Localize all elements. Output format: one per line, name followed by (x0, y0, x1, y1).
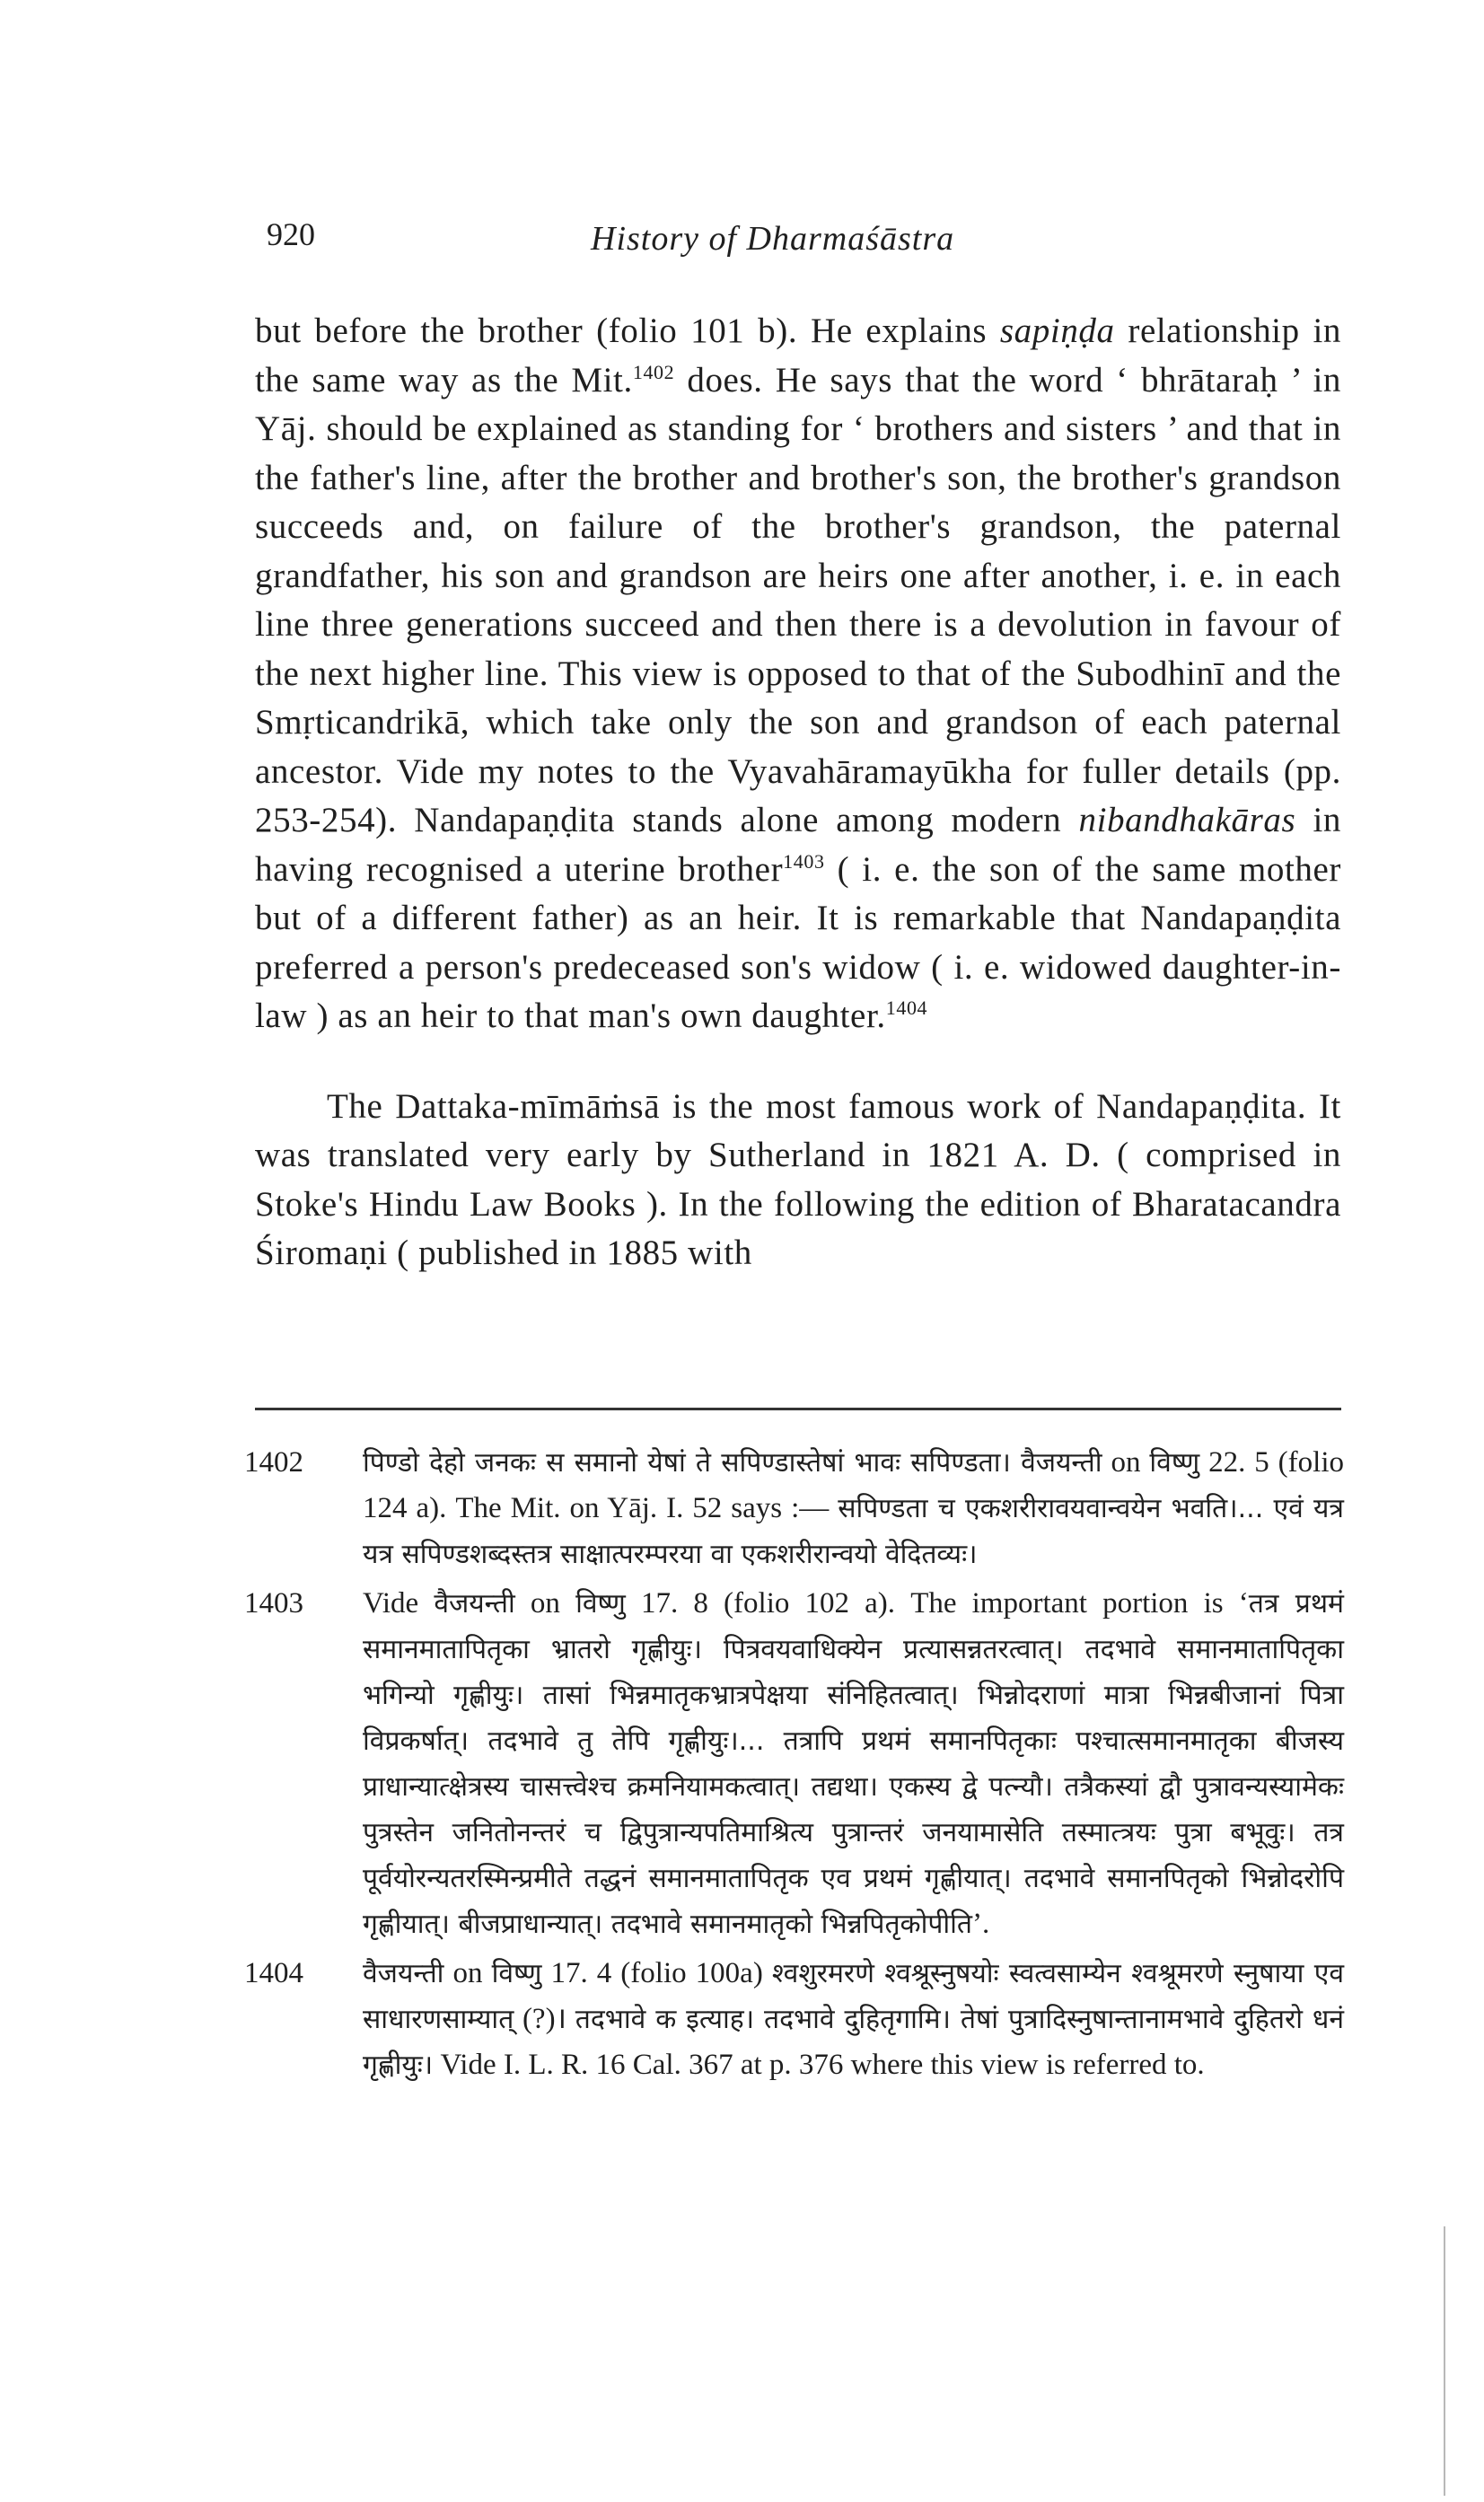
text-run: ( i. e. the son of the same mother but of a different father) as an heir. It is remarkable that Nandapaṇḍita preferred a person's predeceased son's widow ( i. e. widowed daughter-in-law ) as an heir to that man's own daughter. (255, 849, 1341, 1035)
text-run: relationship in the same way as the Mit. (255, 312, 1341, 399)
devanagari-text: तदभावे क इत्याह। तदभावे दुहितृगामि। तेषां पुत्रादिस्नुषान्तानामभावे दुहितरो धनं गृह्णीयुः। (363, 2004, 1344, 2081)
text-run: on (1102, 1446, 1150, 1479)
body-text (255, 307, 1341, 1278)
footnote-rule (255, 1408, 1341, 1410)
devanagari-text: श्वशुरमरणे श्वश्रूस्नुषयोः स्वत्वसाम्येन श्वश्रूमरणे स्नुषाया एव साधारणसाम्यात् (363, 1958, 1345, 2035)
devanagari-text: विष्णु (1149, 1447, 1200, 1479)
devanagari-text: विष्णु (575, 1588, 626, 1620)
text-run: Vide I. L. R. 16 Cal. 367 at p. 376 where this view is referred to. (433, 2049, 1205, 2081)
devanagari-text: वैजयन्ती (363, 1958, 444, 1989)
footnote-number: 1404 (244, 1957, 303, 1989)
text-run: on (443, 1957, 492, 1989)
text-run: 22. 5 (folio 124 a). The Mit. on Yāj. I. 52 says :— (363, 1446, 1344, 1524)
devanagari-text: तत्र प्रथमं समानमातापितृका भ्रातरो गृह्णीयुः। पित्रवयवाधिक्येन प्रत्यासन्नतरत्वात्। तदभावे समानमातापितृका भगिन्यो गृह्णीयुः। तासां भिन्नमातृकभ्रात्रपेक्षया संनिहितत्वात्। भिन्नोदराणां मात्रा भिन्नबीजानां पित्रा विप्रकर्षात्। तदभावे तु तेपि गृह्णीयुः।... तत्रापि प्रथमं समानपितृकाः पश्चात्समानमातृका बीजस्य प्राधान्यात्क्षेत्रस्य चासत्त्वेश्च क्रमनियामकत्वात्। तद्यथा। एकस्य द्वे पत्न्यौ। तत्रैकस्यां द्वौ पुत्रावन्यस्यामेकः पुत्रस्तेन जनितोनन्तरं च द्विपुत्रान्यपतिमाश्रित्य पुत्रान्तरं जनयामासेति तस्मात्त्रयः पुत्रा बभूवुः। तत्र पूर्वयोरन्यतरस्मिन्प्रमीते तद्धनं समानमातापितृक एव प्रथमं गृह्णीयात्। तदभावे समानपितृको भिन्नोदरोपि गृह्णीयात्। बीजप्राधान्यात्। तदभावे समानमातृको भिन्नपितृकोपीति (363, 1588, 1344, 1940)
footnote (244, 1581, 1344, 1947)
text-run: Vide (363, 1587, 435, 1620)
footnote (244, 1951, 1344, 2088)
footnote-ref: 1403 (783, 849, 825, 873)
footnote-text (363, 1951, 1344, 2088)
devanagari-text: वैजयन्ती (434, 1588, 515, 1620)
text-run: in having recognised a uterine brother (255, 801, 1342, 889)
text-run: nibandhakāras (1078, 801, 1296, 839)
paragraph-1 (255, 307, 1341, 1041)
footnote-number: 1403 (244, 1587, 303, 1620)
devanagari-text: सपिण्डता च एकशरीरावयवान्वयेन भवति।... एवं यत्र यत्र सपिण्डशब्दस्तत्र साक्षात्परम्परया वा एकशरीरान्वयो वेदितव्यः। (363, 1493, 1344, 1570)
margin-mark (1444, 2226, 1445, 2496)
footnote-ref: 1404 (885, 996, 928, 1019)
footnote (244, 1440, 1344, 1577)
devanagari-text: पिण्डो देहो जनकः स समानो येषां ते सपिण्डास्तेषां भावः सपिण्डता। वैजयन्ती (363, 1447, 1102, 1479)
text-run: does. He says that the word ‘ bhrātaraḥ ’ in Yāj. should be explained as standing for ‘ brothers and sisters ’ and that in the father's line, after the brother and brother's son, the brother's grandson succeeds and, on failure of the brother's grandson, the paternal grandfather, his son and grandson are heirs one after another, i. e. in each line three generations succeed and then there is a devolution in favour of the next higher line. This view is opposed to that of the Subodhinī and the Smṛticandrikā, which take only the son and grandson of each paternal ancestor. Vide my notes to the Vyavahāramayūkha for fuller details (pp. 253-254). Nandapaṇḍita stands alone among modern (255, 360, 1342, 839)
text-run: but before the brother (folio 101 b). He explains (255, 312, 1000, 350)
running-title: History of Dharmaśāstra (591, 220, 955, 258)
text-run: 17. 8 (folio 102 a). The important portion is ‘ (625, 1587, 1249, 1620)
footnote-ref: 1402 (632, 360, 675, 383)
text-run: (?)। (514, 2003, 575, 2035)
paragraph-2: The Dattaka-mīmāṁsā is the most famous work of Nandapaṇḍita. It was translated very early by Sutherland in 1821 A. D. ( comprised in Stoke's Hindu Law Books ). In the following the edition of Bharatacandra Śiromaṇi ( published in 1885 with (255, 1086, 1341, 1272)
text-run: on (514, 1587, 576, 1620)
devanagari-text: विष्णु (491, 1958, 542, 1989)
text-run: ’. (972, 1908, 990, 1940)
footnotes (244, 1440, 1344, 2092)
footnote-text (363, 1440, 1344, 1577)
text-run: 17. 4 (folio 100a) (541, 1957, 772, 1989)
text-run: sapiṇḍa (999, 312, 1115, 350)
page-number: 920 (267, 216, 315, 252)
footnote-text (363, 1581, 1344, 1947)
footnote-number: 1402 (244, 1446, 303, 1479)
